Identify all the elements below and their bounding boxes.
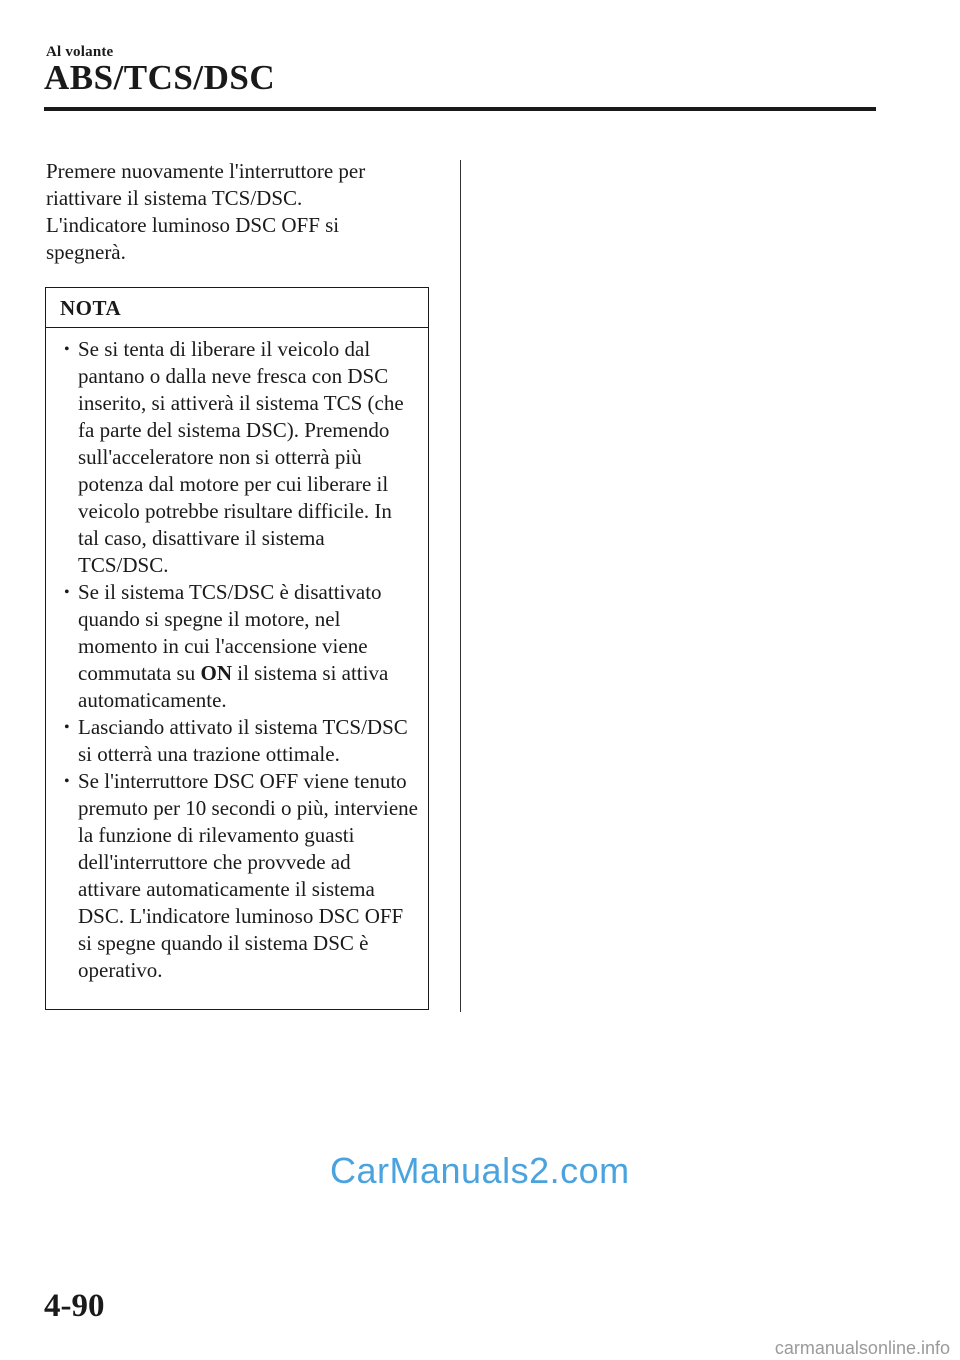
bullet-icon: •: [64, 773, 70, 790]
note-heading: NOTA: [46, 288, 428, 328]
watermark: CarManuals2.com: [330, 1150, 630, 1191]
section-label: Al volante: [46, 44, 114, 60]
page-title: ABS/TCS/DSC: [44, 58, 276, 97]
bullet-icon: •: [64, 719, 70, 736]
column-divider: [460, 160, 461, 1012]
on-keyword: ON: [200, 661, 232, 685]
note-box: [45, 287, 429, 1010]
note-item: [64, 579, 418, 714]
note-item-text: Se si tenta di liberare il veicolo dal pantano o dalla neve fresca con DSC inserito, si attiverà il sistema TCS (che fa parte del sistema DSC). Premendo sull'acceleratore non si otterrà più potenza dal motore per cui liberare il veicolo potrebbe risultare difficile. In tal caso, disattivare il sistema TCS/DSC.: [78, 337, 404, 577]
intro-line: L'indicatore luminoso DSC OFF si: [46, 213, 340, 237]
bullet-icon: •: [64, 341, 70, 358]
note-item-text: Lasciando attivato il sistema TCS/DSC si otterrà una trazione ottimale.: [78, 715, 408, 766]
footer-url[interactable]: carmanualsonline.info: [774, 1338, 950, 1358]
intro-line: spegnerà.: [46, 240, 126, 264]
note-item-text: Se il sistema TCS/DSC è disattivato quando si spegne il motore, nel momento in cui l'accensione viene commutata su: [78, 580, 382, 685]
bullet-icon: •: [64, 584, 70, 601]
note-item-text: Se l'interruttore DSC OFF viene tenuto premuto per 10 secondi o più, interviene la funzione di rilevamento guasti dell'interruttore che provvede ad attivare automaticamente il sistema DSC. L'indicatore luminoso DSC OFF si spegne quando il sistema DSC è operativo.: [78, 769, 418, 982]
note-item-text: il sistema si attiva automaticamente.: [78, 661, 389, 712]
intro-paragraph: [46, 158, 436, 266]
note-item: [64, 336, 418, 579]
page-number: 4-90: [44, 1288, 105, 1324]
intro-line: riattivare il sistema TCS/DSC.: [46, 186, 303, 210]
note-item: [64, 714, 418, 768]
title-rule: [44, 107, 876, 111]
note-item: [64, 768, 418, 984]
note-list: [46, 328, 428, 984]
intro-line: Premere nuovamente l'interruttore per: [46, 159, 366, 183]
